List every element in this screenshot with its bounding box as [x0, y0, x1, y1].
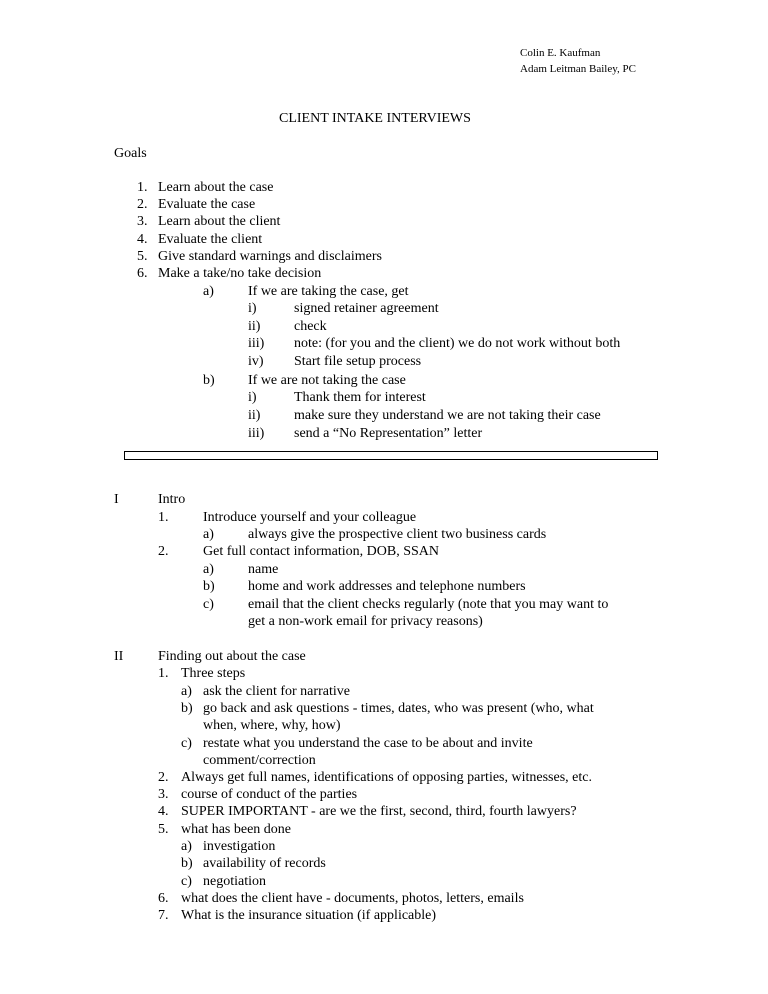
item-text: What is the insurance situation (if applicable): [181, 908, 437, 923]
goal-number: 4.: [137, 232, 148, 247]
header-firm: Adam Leitman Bailey, PC: [520, 63, 636, 75]
take-text: If we are taking the case, get: [248, 284, 409, 299]
goal-text: Give standard warnings and disclaimers: [158, 249, 382, 264]
item-number: 1.: [158, 666, 169, 681]
item-text: Introduce yourself and your colleague: [203, 510, 417, 525]
take-subitem-text: note: (for you and the client) we do not work without both: [294, 336, 621, 351]
item-number: 2.: [158, 544, 169, 559]
section-numeral: II: [114, 649, 124, 664]
page-title: CLIENT INTAKE INTERVIEWS: [279, 111, 471, 126]
header-author: Colin E. Kaufman: [520, 47, 601, 59]
notake-subitem-number: ii): [248, 408, 261, 423]
subitem-text-continued: get a non-work email for privacy reasons): [248, 614, 483, 629]
subitem-text-continued: when, where, why, how): [203, 718, 341, 733]
take-subitem-number: i): [248, 301, 257, 316]
item-number: 6.: [158, 891, 169, 906]
notake-letter: b): [203, 373, 215, 388]
item-number: 7.: [158, 908, 169, 923]
subitem-text: name: [248, 562, 279, 577]
subitem-text: availability of records: [203, 856, 326, 871]
subitem-letter: b): [181, 701, 193, 716]
subitem-letter: c): [181, 874, 192, 889]
item-number: 4.: [158, 804, 169, 819]
goal-number: 3.: [137, 214, 148, 229]
subitem-letter: a): [181, 839, 192, 854]
item-text: what does the client have - documents, photos, letters, emails: [181, 891, 524, 906]
subitem-text-continued: comment/correction: [203, 753, 316, 768]
subitem-text: always give the prospective client two business cards: [248, 527, 547, 542]
notake-text: If we are not taking the case: [248, 373, 406, 388]
take-subitem-text: check: [294, 319, 327, 334]
subitem-text: investigation: [203, 839, 276, 854]
subitem-text: negotiation: [203, 874, 266, 889]
take-subitem-text: signed retainer agreement: [294, 301, 439, 316]
section-heading: Intro: [158, 492, 186, 507]
subitem-text: ask the client for narrative: [203, 684, 350, 699]
subitem-letter: a): [181, 684, 192, 699]
item-number: 5.: [158, 822, 169, 837]
subitem-letter: b): [203, 579, 215, 594]
item-text: Get full contact information, DOB, SSAN: [203, 544, 440, 559]
goal-number: 6.: [137, 266, 148, 281]
goal-text: Learn about the client: [158, 214, 281, 229]
take-subitem-number: iii): [248, 336, 265, 351]
notake-subitem-text: Thank them for interest: [294, 390, 426, 405]
goal-number: 2.: [137, 197, 148, 212]
item-text: what has been done: [181, 822, 292, 837]
goal-text: Make a take/no take decision: [158, 266, 322, 281]
goal-number: 5.: [137, 249, 148, 264]
goal-text: Evaluate the case: [158, 197, 256, 212]
item-text: Three steps: [181, 666, 246, 681]
subitem-letter: c): [181, 736, 192, 751]
notake-subitem-text: make sure they understand we are not taking their case: [294, 408, 601, 423]
section-heading: Finding out about the case: [158, 649, 306, 664]
notake-subitem-number: iii): [248, 426, 265, 441]
take-subitem-number: ii): [248, 319, 261, 334]
take-letter: a): [203, 284, 214, 299]
goals-heading: Goals: [114, 146, 147, 161]
subitem-letter: c): [203, 597, 214, 612]
item-text: course of conduct of the parties: [181, 787, 358, 802]
notake-subitem-number: i): [248, 390, 257, 405]
notake-subitem-text: send a “No Representation” letter: [294, 426, 483, 441]
goal-number: 1.: [137, 180, 148, 195]
subitem-letter: a): [203, 527, 214, 542]
subitem-letter: a): [203, 562, 214, 577]
take-subitem-number: iv): [248, 354, 264, 369]
goal-text: Learn about the case: [158, 180, 274, 195]
subitem-text: go back and ask questions - times, dates, who was present (who, what: [203, 701, 594, 716]
subitem-text: home and work addresses and telephone numbers: [248, 579, 526, 594]
item-number: 1.: [158, 510, 169, 525]
item-text: SUPER IMPORTANT - are we the first, second, third, fourth lawyers?: [181, 804, 577, 819]
item-number: 2.: [158, 770, 169, 785]
subitem-letter: b): [181, 856, 193, 871]
divider-box: [124, 451, 658, 460]
goal-text: Evaluate the client: [158, 232, 263, 247]
item-text: Always get full names, identifications of opposing parties, witnesses, etc.: [181, 770, 592, 785]
subitem-text: restate what you understand the case to be about and invite: [203, 736, 533, 751]
take-subitem-text: Start file setup process: [294, 354, 422, 369]
subitem-text: email that the client checks regularly (note that you may want to: [248, 597, 609, 612]
item-number: 3.: [158, 787, 169, 802]
section-numeral: I: [114, 492, 119, 507]
